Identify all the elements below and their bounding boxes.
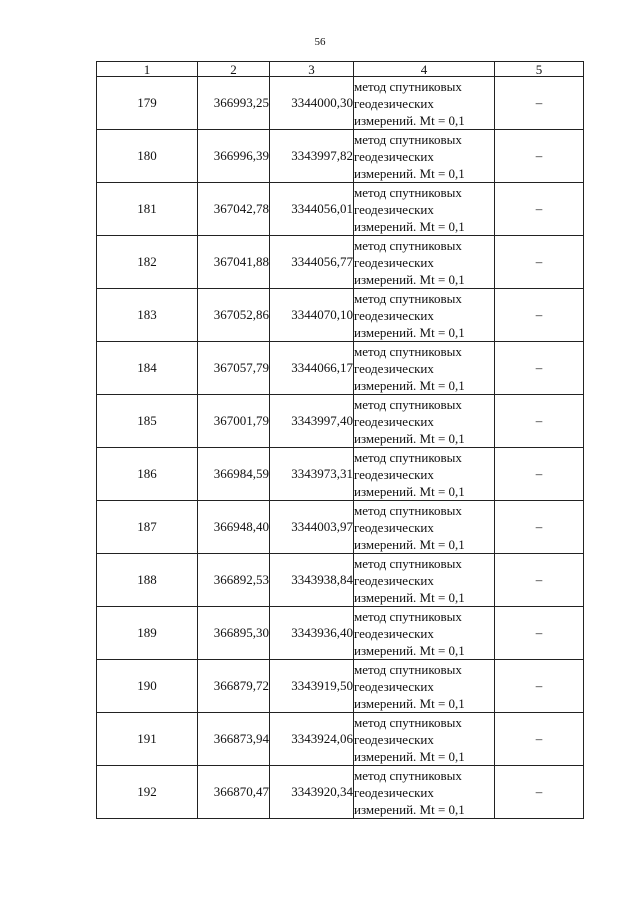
x-coordinate-cell: 367001,79 [198, 395, 270, 448]
method-line: метод спутниковых [354, 78, 462, 94]
table-row [97, 766, 584, 819]
method-line: метод спутниковых [354, 396, 462, 412]
column-5-cell: – [495, 713, 584, 766]
column-5-cell: – [495, 554, 584, 607]
method-line: геодезических [354, 572, 434, 588]
y-coordinate-cell: 3344000,30 [270, 77, 354, 130]
method-line: метод спутниковых [354, 449, 462, 465]
coordinates-table [96, 61, 584, 819]
column-5-cell: – [495, 236, 584, 289]
method-line: геодезических [354, 413, 434, 429]
table-row [97, 660, 584, 713]
method-line: геодезических [354, 307, 434, 323]
table-row [97, 501, 584, 554]
method-cell [354, 289, 495, 342]
method-line: измерений. Mt = 0,1 [354, 589, 465, 605]
table-row [97, 395, 584, 448]
x-coordinate-cell: 366879,72 [198, 660, 270, 713]
header-row [97, 62, 584, 77]
y-coordinate-cell: 3343973,31 [270, 448, 354, 501]
method-line: геодезических [354, 784, 434, 800]
point-number-cell: 191 [97, 713, 198, 766]
point-number-cell: 188 [97, 554, 198, 607]
y-coordinate-cell: 3343938,84 [270, 554, 354, 607]
method-line: метод спутниковых [354, 502, 462, 518]
method-line: измерений. Mt = 0,1 [354, 642, 465, 658]
method-line: геодезических [354, 148, 434, 164]
point-number-cell: 181 [97, 183, 198, 236]
x-coordinate-cell: 366895,30 [198, 607, 270, 660]
method-line: метод спутниковых [354, 555, 462, 571]
method-line: измерений. Mt = 0,1 [354, 165, 465, 181]
method-line: измерений. Mt = 0,1 [354, 430, 465, 446]
method-line: измерений. Mt = 0,1 [354, 801, 465, 817]
method-line: метод спутниковых [354, 184, 462, 200]
y-coordinate-cell: 3343997,40 [270, 395, 354, 448]
y-coordinate-cell: 3343919,50 [270, 660, 354, 713]
header-col-4: 4 [354, 62, 495, 77]
y-coordinate-cell: 3344066,17 [270, 342, 354, 395]
method-line: геодезических [354, 254, 434, 270]
x-coordinate-cell: 367052,86 [198, 289, 270, 342]
header-col-3: 3 [270, 62, 354, 77]
point-number-cell: 190 [97, 660, 198, 713]
header-col-1: 1 [97, 62, 198, 77]
method-line: измерений. Mt = 0,1 [354, 324, 465, 340]
method-line: измерений. Mt = 0,1 [354, 695, 465, 711]
header-col-2: 2 [198, 62, 270, 77]
method-line: метод спутниковых [354, 661, 462, 677]
y-coordinate-cell: 3344056,01 [270, 183, 354, 236]
method-line: измерений. Mt = 0,1 [354, 271, 465, 287]
table-row [97, 130, 584, 183]
point-number-cell: 192 [97, 766, 198, 819]
method-cell [354, 766, 495, 819]
method-cell [354, 342, 495, 395]
method-cell [354, 554, 495, 607]
table-row [97, 554, 584, 607]
method-line: метод спутниковых [354, 290, 462, 306]
x-coordinate-cell: 366870,47 [198, 766, 270, 819]
x-coordinate-cell: 366892,53 [198, 554, 270, 607]
table-row [97, 183, 584, 236]
method-line: измерений. Mt = 0,1 [354, 112, 465, 128]
y-coordinate-cell: 3344070,10 [270, 289, 354, 342]
method-line: измерений. Mt = 0,1 [354, 377, 465, 393]
column-5-cell: – [495, 607, 584, 660]
method-line: геодезических [354, 678, 434, 694]
column-5-cell: – [495, 766, 584, 819]
x-coordinate-cell: 366948,40 [198, 501, 270, 554]
column-5-cell: – [495, 183, 584, 236]
method-line: метод спутниковых [354, 608, 462, 624]
method-cell [354, 77, 495, 130]
method-line: геодезических [354, 201, 434, 217]
y-coordinate-cell: 3343997,82 [270, 130, 354, 183]
method-cell [354, 395, 495, 448]
x-coordinate-cell: 366993,25 [198, 77, 270, 130]
column-5-cell: – [495, 660, 584, 713]
method-line: метод спутниковых [354, 131, 462, 147]
x-coordinate-cell: 366996,39 [198, 130, 270, 183]
column-5-cell: – [495, 289, 584, 342]
method-line: геодезических [354, 731, 434, 747]
method-line: метод спутниковых [354, 767, 462, 783]
column-5-cell: – [495, 77, 584, 130]
point-number-cell: 180 [97, 130, 198, 183]
table-row [97, 448, 584, 501]
point-number-cell: 183 [97, 289, 198, 342]
column-5-cell: – [495, 342, 584, 395]
column-5-cell: – [495, 395, 584, 448]
method-line: геодезических [354, 360, 434, 376]
method-cell [354, 713, 495, 766]
table-body [97, 77, 584, 819]
column-5-cell: – [495, 130, 584, 183]
x-coordinate-cell: 367042,78 [198, 183, 270, 236]
point-number-cell: 189 [97, 607, 198, 660]
table-row [97, 236, 584, 289]
method-cell [354, 660, 495, 713]
y-coordinate-cell: 3343924,06 [270, 713, 354, 766]
y-coordinate-cell: 3343936,40 [270, 607, 354, 660]
table-header [97, 62, 584, 77]
method-cell [354, 501, 495, 554]
page-number: 56 [314, 36, 326, 48]
x-coordinate-cell: 367041,88 [198, 236, 270, 289]
method-line: измерений. Mt = 0,1 [354, 483, 465, 499]
table-row [97, 713, 584, 766]
method-line: измерений. Mt = 0,1 [354, 536, 465, 552]
column-5-cell: – [495, 448, 584, 501]
method-line: геодезических [354, 625, 434, 641]
method-line: метод спутниковых [354, 714, 462, 730]
method-cell [354, 183, 495, 236]
method-cell [354, 607, 495, 660]
x-coordinate-cell: 366984,59 [198, 448, 270, 501]
x-coordinate-cell: 367057,79 [198, 342, 270, 395]
header-col-5: 5 [495, 62, 584, 77]
method-line: геодезических [354, 519, 434, 535]
y-coordinate-cell: 3343920,34 [270, 766, 354, 819]
method-line: геодезических [354, 95, 434, 111]
method-cell [354, 130, 495, 183]
table-row [97, 342, 584, 395]
method-cell [354, 236, 495, 289]
y-coordinate-cell: 3344003,97 [270, 501, 354, 554]
method-line: измерений. Mt = 0,1 [354, 748, 465, 764]
table-row [97, 289, 584, 342]
table-row [97, 77, 584, 130]
y-coordinate-cell: 3344056,77 [270, 236, 354, 289]
point-number-cell: 185 [97, 395, 198, 448]
method-line: измерений. Mt = 0,1 [354, 218, 465, 234]
method-line: метод спутниковых [354, 237, 462, 253]
point-number-cell: 184 [97, 342, 198, 395]
method-cell [354, 448, 495, 501]
column-5-cell: – [495, 501, 584, 554]
table-row [97, 607, 584, 660]
point-number-cell: 179 [97, 77, 198, 130]
point-number-cell: 182 [97, 236, 198, 289]
x-coordinate-cell: 366873,94 [198, 713, 270, 766]
point-number-cell: 187 [97, 501, 198, 554]
point-number-cell: 186 [97, 448, 198, 501]
method-line: геодезических [354, 466, 434, 482]
method-line: метод спутниковых [354, 343, 462, 359]
